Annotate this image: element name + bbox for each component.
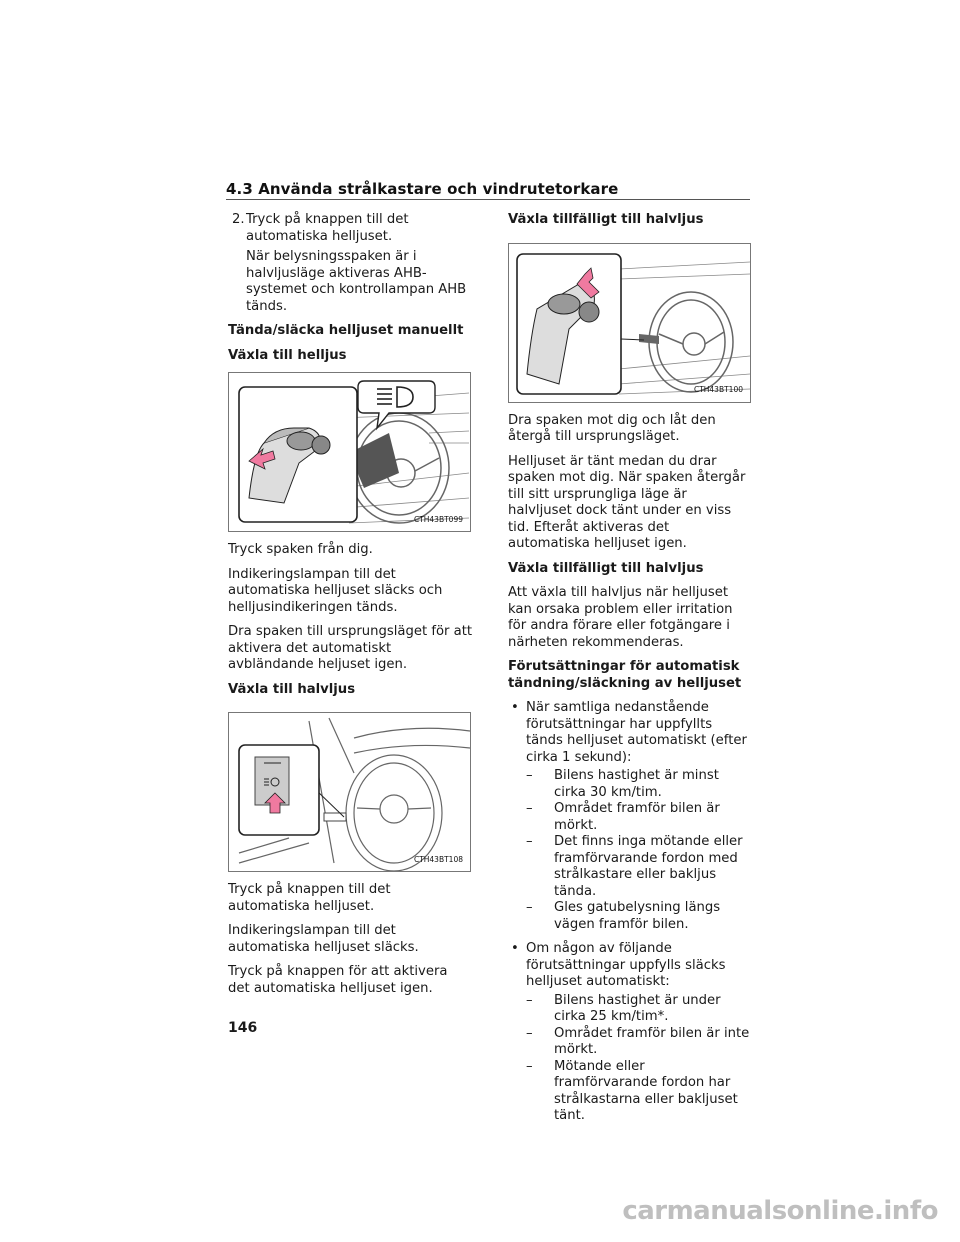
- heading-temporary-lowbeam-2: Växla tillfälligt till halvljus: [508, 560, 704, 576]
- paragraph: Tryck spaken från dig.: [228, 542, 373, 557]
- pull-lever-illustration: [509, 244, 750, 402]
- heading-switch-highbeam: Växla till helljus: [228, 347, 347, 363]
- paragraph: Dra spaken till ursprungsläget för att aktivera det automatiskt avbländande heljuset igen.: [228, 624, 473, 672]
- bullet-text: När samtliga nedanstående förutsättningar har uppfyllts tänds helljuset automatiskt (efter cirka 1 sekund):: [526, 700, 747, 765]
- heading-switch-lowbeam: Växla till halvljus: [228, 681, 356, 697]
- figure-ahb-button: [228, 712, 471, 872]
- sub-item: – Bilens hastighet är minst cirka 30 km/tim.: [526, 768, 719, 800]
- figure-pull-lever: [508, 243, 751, 403]
- step-2-text: Tryck på knappen till det automatiska helljuset.: [246, 212, 409, 244]
- figure-push-lever: [228, 372, 471, 532]
- figure-code: CTH43BT100: [693, 385, 743, 394]
- paragraph: Att växla till halvljus när helljuset kan orsaka problem eller irritation för andra förare eller fotgängare i närheten rekommenderas.: [508, 585, 733, 650]
- paragraph: Dra spaken mot dig och låt den återgå till ursprungsläget.: [508, 412, 716, 444]
- paragraph: Indikeringslampan till det automatiska helljuset släcks.: [228, 923, 419, 955]
- push-lever-illustration: [229, 373, 470, 531]
- watermark: carmanualsonline.info: [622, 1196, 938, 1226]
- heading-conditions: Förutsättningar för automatisk tändning/släckning av helljuset: [508, 659, 742, 691]
- heading-temporary-lowbeam: Växla tillfälligt till halvljus: [508, 212, 704, 227]
- sub-item: – Området framför bilen är mörkt.: [526, 801, 720, 833]
- bullet-item: [508, 700, 752, 766]
- ahb-button-illustration: [229, 713, 470, 871]
- sub-item: – Området framför bilen är inte mörkt.: [526, 1025, 750, 1057]
- step-2: [228, 212, 473, 245]
- bullet-dot: •: [511, 700, 519, 715]
- figure-code: CTH43BT099: [413, 514, 463, 524]
- left-column: [228, 212, 473, 1005]
- section-title: 4.3 Använda strålkastare och vindrutetorkare: [226, 180, 619, 198]
- paragraph: Helljuset är tänt medan du drar spaken mot dig. När spaken återgår till sitt ursprungliga läge är halvljuset dock tänt under en viss tid. Efteråt aktiveras det automatiska helljuset igen.: [508, 453, 746, 551]
- page-number: 146: [228, 1020, 258, 1036]
- bullet-dot: •: [511, 941, 519, 956]
- right-column: [508, 212, 752, 1125]
- figure-code: CTH43BT108: [413, 854, 463, 864]
- paragraph: Tryck på knappen till det automatiska helljuset.: [228, 882, 391, 914]
- step-2-note: När belysningsspaken är i halvljusläge aktiveras AHB-systemet och kontrollampan AHB tänds.: [246, 249, 467, 314]
- section-divider: [226, 199, 750, 200]
- bullet-text: Om någon av följande förutsättningar uppfylls släcks helljuset automatiskt:: [526, 941, 726, 989]
- sub-item: – Bilens hastighet är under cirka 25 km/tim*.: [526, 992, 721, 1024]
- sub-item: – Gles gatubelysning längs vägen framför bilen.: [526, 900, 721, 932]
- step-number: 2.: [232, 212, 245, 227]
- heading-manual-highbeam: Tända/släcka helljuset manuellt: [228, 323, 464, 338]
- paragraph: Indikeringslampan till det automatiska helljuset släcks och helljusindikeringen tänds.: [228, 566, 443, 615]
- paragraph: Tryck på knappen för att aktivera det automatiska helljuset igen.: [228, 964, 448, 996]
- sub-item: – Det finns inga mötande eller framförvarande fordon med strålkastare eller bakljus tända.: [526, 834, 743, 899]
- sub-item: – Mötande eller framförvarande fordon har strålkastarna eller bakljuset tänt.: [526, 1058, 738, 1123]
- bullet-item: [508, 941, 752, 991]
